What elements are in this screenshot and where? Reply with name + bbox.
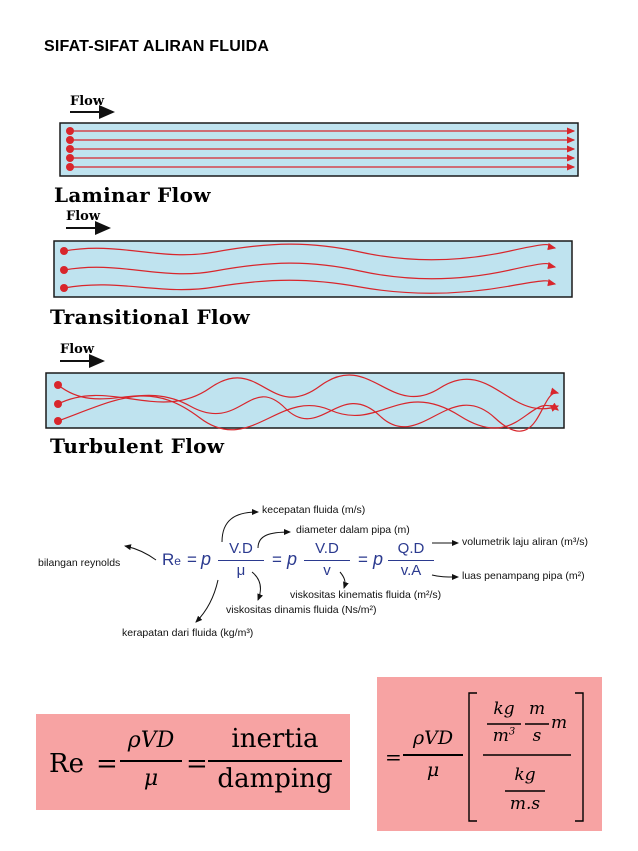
note-luas: luas penampang pipa (m²) <box>462 570 585 582</box>
laminar-flow-label: Flow <box>70 94 105 109</box>
frac-bar-b <box>208 760 342 762</box>
unit-s: s <box>532 726 542 746</box>
equals-c: = <box>385 745 402 769</box>
turbulent-flow-label: Flow <box>60 342 95 357</box>
frac2-num: V.D <box>315 540 339 557</box>
frac1-num: V.D <box>229 540 253 557</box>
transitional-caption: Transitional Flow <box>50 305 251 329</box>
equals-1: = <box>187 550 197 569</box>
frac3-num: Q.D <box>397 540 425 557</box>
rhovd-num: ρVD <box>127 728 175 753</box>
reynolds-lhs: Re <box>162 550 181 569</box>
frac2-den: v <box>323 562 331 579</box>
note-kecepatan: kecepatan fluida (m/s) <box>262 504 366 516</box>
frac3-den: v.A <box>400 562 422 579</box>
transitional-dots <box>60 247 68 292</box>
unit-m: m <box>528 699 546 719</box>
equals-a: = <box>96 749 118 779</box>
note-bilangan: bilangan reynolds <box>38 557 121 569</box>
equals-2: = <box>272 550 282 569</box>
frac3-bar <box>388 560 434 561</box>
formula-box-inertia-damping <box>36 714 350 810</box>
unit-kg: kg <box>493 699 515 719</box>
flow-types-diagram <box>40 88 600 458</box>
page-title: SIFAT-SIFAT ALIRAN FLUIDA <box>44 38 270 55</box>
reynolds-annotated-formula <box>0 490 638 650</box>
equals-b: = <box>186 749 208 779</box>
rhovd-num-2: ρVD <box>412 727 454 749</box>
equals-3: = <box>358 550 368 569</box>
rho-2: p <box>287 549 298 569</box>
formula-box-units <box>377 677 602 831</box>
note-viskositas-dinamis: viskositas dinamis fluida (Ns/m²) <box>226 604 377 616</box>
unit-kg-2: kg <box>514 765 536 785</box>
turbulent-pipe <box>46 373 564 428</box>
frac1-bar <box>218 560 264 561</box>
transitional-flow-label: Flow <box>66 209 101 224</box>
frac-bar-c <box>403 754 463 756</box>
laminar-caption: Laminar Flow <box>54 183 211 207</box>
frac1-den: μ <box>236 562 246 579</box>
re-symbol: Re <box>49 749 84 779</box>
note-diameter: diameter dalam pipa (m) <box>296 524 410 536</box>
rho-3: p <box>373 549 384 569</box>
turbulent-caption: Turbulent Flow <box>50 434 225 458</box>
note-viskositas-kinematis: viskositas kinematis fluida (m²/s) <box>290 589 442 601</box>
unit-m3: $m^3$ <box>492 726 516 746</box>
mu-den: μ <box>143 766 159 791</box>
damping-text: damping <box>217 764 333 794</box>
note-volumetrik: volumetrik laju aliran (m³/s) <box>462 536 589 548</box>
rho-1: p <box>201 549 212 569</box>
frac2-bar <box>304 560 350 561</box>
note-kerapatan: kerapatan dari fluida (kg/m³) <box>122 627 254 639</box>
mu-den-2: μ <box>426 759 440 781</box>
unit-ms: m.s <box>509 794 541 814</box>
frac-bar-a <box>120 760 182 762</box>
turbulent-dots <box>54 381 62 425</box>
laminar-dots <box>66 127 74 171</box>
unit-m-tail: m <box>551 713 568 733</box>
inertia-text: inertia <box>231 724 319 754</box>
